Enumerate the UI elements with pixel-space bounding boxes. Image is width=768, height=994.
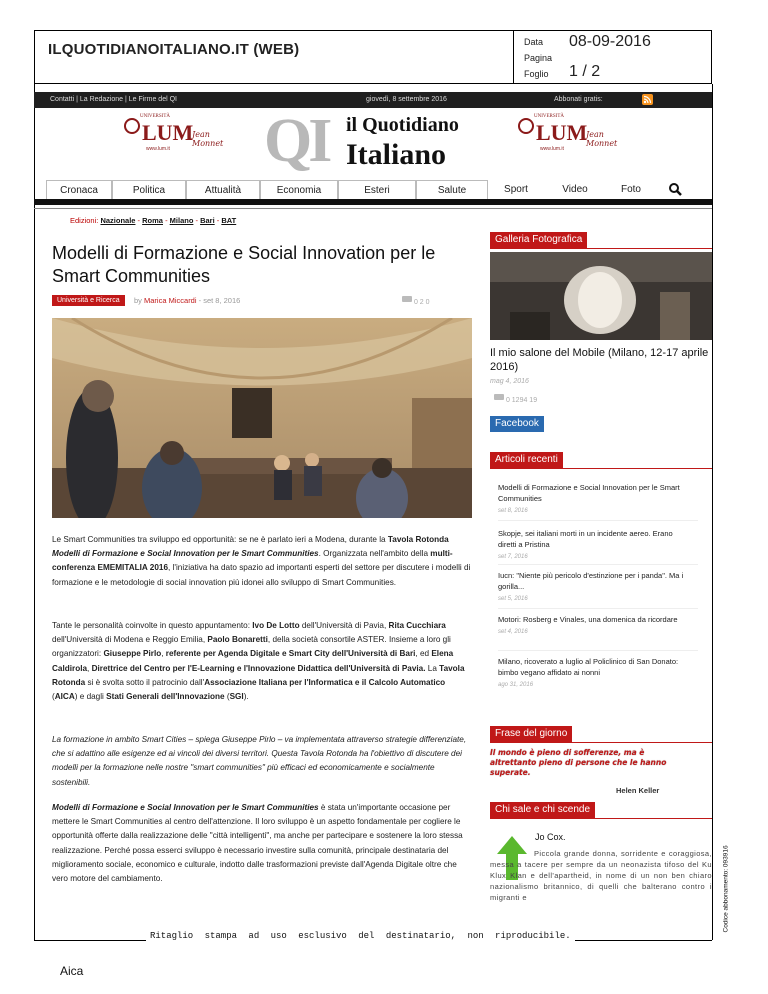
- edizione-bari[interactable]: Bari: [200, 216, 215, 225]
- nav-item-cronaca[interactable]: Cronaca: [46, 180, 112, 200]
- lum-logo-right[interactable]: UNIVERSITÀ LUM Jean Monnet www.lum.it: [500, 112, 624, 156]
- facebook-heading: Facebook: [490, 416, 544, 432]
- nav-item-sport[interactable]: Sport: [488, 180, 544, 200]
- nav-underline: [34, 199, 712, 205]
- edizione-milano[interactable]: Milano: [169, 216, 194, 225]
- article-paragraph-4: Modelli di Formazione e Social Innovation per le Smart Communities è stata un'importante occasione per mettere le Smart Communities al centro dell'attenzione. Il loro sviluppo è un aspetto fondamentale per cogliere le opportunità offerte dalla realizzazione delle "città intelligenti", ma anche per partecipare e sostenere la loro stessa realizzazione. Perché possa esserci sviluppo è necessario investire sulla comunità, principale destinataria del miglioramento sociale, economico e culturale, indotto dalle trasformazioni previste dall'Agenda Digitale oltre che vero motore del cambiamento.: [52, 803, 463, 884]
- press-meta-box: [514, 30, 712, 84]
- frase-heading: Frase del giorno: [490, 726, 572, 742]
- frase-rule: [490, 742, 712, 743]
- gallery-date: mag 4, 2016: [490, 378, 529, 385]
- recent-item[interactable]: Modelli di Formazione e Social Innovation per le Smart Communities set 8, 2016: [498, 483, 680, 514]
- main-nav: [46, 180, 714, 200]
- comment-icon: [494, 394, 504, 402]
- chi-name[interactable]: Jo Cox.: [535, 832, 566, 842]
- rss-icon[interactable]: [642, 94, 653, 105]
- search-icon[interactable]: [668, 182, 682, 196]
- edizioni-bar: Edizioni: Nazionale - Roma - Milano - Bari - BAT: [70, 216, 237, 225]
- ritaglio-notice: Ritaglio stampa ad uso esclusivo del destinatario, non riproducibile.: [146, 931, 575, 941]
- article-paragraph-2: Tante le personalità coinvolte in questo appuntamento: Ivo De Lotto dell'Università di Pavia, Rita Cucchiara dell'Università di Modena e Reggio Emilia, Paolo Bonaretti, della società consortile ASTER. Insieme a loro gli organizzatori: Giuseppe Pirlo, referente per Agenda Digitale e Smart City dell'Università di Bari, ed Elena Caldirola, Direttrice del Centro per l'E-Learning e l'Innovazione Didattica dell'Università di Pavia. La Tavola Rotonda si è svolta sotto il patrocinio dall'Associazione Italiana per l'Informatica e il Calcolo Automatico (AICA) e dagli Stati Generali dell'Innovazione (SGI).: [52, 621, 465, 702]
- recent-item[interactable]: Skopje, sei italiani morti in un incidente aereo. Erano diretti a Pristina set 7, 2016: [498, 529, 673, 560]
- recent-item[interactable]: Milano, ricoverato a luglio al Policlinico di San Donato: bimbo vegano affidato ai nonni ago 31, 2016: [498, 657, 679, 688]
- edizione-nazionale[interactable]: Nazionale: [100, 216, 136, 225]
- category-badge[interactable]: Università e Ricerca: [52, 295, 125, 306]
- foglio-value: 1 / 2: [569, 63, 601, 80]
- recent-item[interactable]: Motori: Rosberg e Vinales, una domenica da ricordare set 4, 2016: [498, 615, 678, 635]
- edizione-bat[interactable]: BAT: [221, 216, 237, 225]
- nav-item-economia[interactable]: Economia: [260, 180, 338, 200]
- foglio-label: Foglio: [524, 69, 549, 79]
- nav-item-politica[interactable]: Politica: [112, 180, 186, 200]
- article-title: Modelli di Formazione e Social Innovation per le Smart Communities: [52, 243, 436, 286]
- nav-rule: [34, 208, 712, 209]
- article-date: - set 8, 2016: [198, 296, 241, 305]
- subscribe-label: Abbonati gratis:: [554, 96, 603, 103]
- pagina-label: Pagina: [524, 53, 553, 63]
- recent-item[interactable]: Iucn: "Niente più pericolo d'estinzione per i panda". Ma i gorilla... set 5, 2016: [498, 571, 684, 602]
- data-label: Data: [524, 37, 544, 47]
- lum-logo-left[interactable]: UNIVERSITÀ LUM Jean Monnet www.lum.it: [106, 112, 230, 156]
- press-source-title: ILQUOTIDIANOITALIANO.IT (WEB): [48, 41, 300, 58]
- byline: by Marica Miccardi - set 8, 2016: [134, 296, 241, 305]
- article-stats: 0 2 0: [402, 296, 430, 306]
- gallery-stats: 0 1294 19: [494, 394, 537, 404]
- codice-abbonamento: Codice abbonamento: 093916: [722, 845, 730, 933]
- article-paragraph-1: Le Smart Communities tra sviluppo ed opportunità: se ne è parlato ieri a Modena, durante la Tavola Rotonda Modelli di Formazione e Social Innovation per le Smart Communities. Organizzata nell'ambito della multi-conferenza EMEMITALIA 2016, l'iniziativa ha dato spazio ad importanti esperti del settore per discutere i modelli di formazione e le metodologie di social innovation più idonei allo sviluppo di Smart Communities.: [52, 535, 471, 587]
- press-header-box: [34, 30, 514, 84]
- frame-left: [34, 84, 35, 940]
- article-quote-paragraph: La formazione in ambito Smart Cities – spiega Giuseppe Pirlo – va implementata attraverso strategie differenziate, che si adattino alle esigenze ed ai vincoli dei diversi territori. Questa Tavola Rotonda ha l'obiettivo di discutere dei modelli per la formazione nelle nostre "smart communities" più efficaci ed economicamente e socialmente sostenibili.: [52, 735, 467, 787]
- chi-text: Piccola grande donna, sorridente e coraggiosa, messa a tacere per sempre da un neonazista tifoso del Ku Klux Klan e dell'apartheid, in nome di un non ben chiaro nazionalismo britannico, di quelli che balterano contro i migranti e: [490, 849, 712, 902]
- recent-heading: Articoli recenti: [490, 452, 563, 468]
- gallery-image[interactable]: [490, 252, 712, 340]
- author-link[interactable]: Marica Miccardi: [144, 296, 197, 305]
- site-logo[interactable]: QI il Quotidiano Italiano: [264, 107, 459, 175]
- comment-icon: [402, 296, 412, 304]
- article-photo: [52, 318, 472, 518]
- lum-seal-icon: [124, 118, 140, 134]
- nav-item-video[interactable]: Video: [544, 180, 606, 200]
- nav-item-foto[interactable]: Foto: [606, 180, 656, 200]
- aica-label: Aica: [60, 964, 84, 978]
- edizioni-label: Edizioni:: [70, 216, 99, 225]
- chi-rule: [490, 818, 712, 819]
- frame-right: [712, 84, 713, 940]
- top-links[interactable]: Contatti | La Redazione | Le Firme del QI: [50, 96, 177, 103]
- chi-heading: Chi sale e chi scende: [490, 802, 595, 818]
- nav-item-esteri[interactable]: Esteri: [338, 180, 416, 200]
- nav-item-attualita[interactable]: Attualità: [186, 180, 260, 200]
- nav-item-salute[interactable]: Salute: [416, 180, 488, 200]
- recent-rule: [490, 468, 712, 469]
- frase-text: Il mondo è pieno di sofferenze, ma è altrettanto pieno di persone che le hanno superate.: [490, 748, 667, 777]
- gallery-title[interactable]: Il mio salone del Mobile (Milano, 12-17 aprile 2016): [490, 347, 709, 373]
- frase-author: Helen Keller: [616, 786, 660, 795]
- top-bar: [34, 92, 712, 108]
- edizione-roma[interactable]: Roma: [142, 216, 163, 225]
- lum-seal-icon: [518, 118, 534, 134]
- data-value: 08-09-2016: [569, 33, 651, 50]
- gallery-heading: Galleria Fotografica: [490, 232, 587, 248]
- top-date: giovedì, 8 settembre 2016: [366, 96, 447, 103]
- gallery-rule: [490, 248, 712, 249]
